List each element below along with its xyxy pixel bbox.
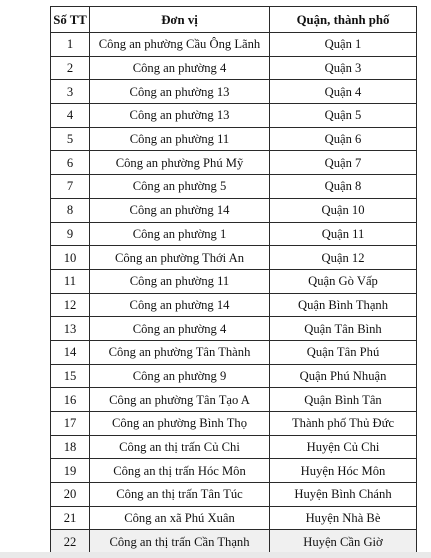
table-row (51, 317, 417, 341)
table-body (51, 33, 417, 554)
cell-district: Quận 4 (270, 80, 417, 104)
cell-index: 3 (51, 80, 90, 104)
cell-index: 14 (51, 340, 90, 364)
header-unit: Đơn vị (90, 7, 270, 33)
cell-district: Huyện Bình Chánh (270, 483, 417, 507)
table-row (51, 530, 417, 554)
table-row (51, 506, 417, 530)
cell-unit: Công an thị trấn Cần Thạnh (90, 530, 270, 554)
cell-index: 18 (51, 435, 90, 459)
table-row (51, 222, 417, 246)
cell-unit: Công an phường 1 (90, 222, 270, 246)
cell-index: 21 (51, 506, 90, 530)
cell-unit: Công an phường 9 (90, 364, 270, 388)
cell-unit: Công an thị trấn Củ Chi (90, 435, 270, 459)
cell-unit: Công an xã Phú Xuân (90, 506, 270, 530)
cell-unit: Công an phường Cầu Ông Lãnh (90, 33, 270, 57)
cell-unit: Công an phường 14 (90, 293, 270, 317)
cell-index: 7 (51, 175, 90, 199)
cell-district: Quận 1 (270, 33, 417, 57)
cell-index: 6 (51, 151, 90, 175)
cell-index: 11 (51, 269, 90, 293)
cell-district: Quận 5 (270, 104, 417, 128)
cell-district: Huyện Nhà Bè (270, 506, 417, 530)
cell-unit: Công an phường Bình Thọ (90, 412, 270, 436)
cell-district: Huyện Củ Chi (270, 435, 417, 459)
table-row (51, 435, 417, 459)
cell-index: 12 (51, 293, 90, 317)
table-row (51, 269, 417, 293)
cell-district: Quận Gò Vấp (270, 269, 417, 293)
cell-unit: Công an thị trấn Tân Túc (90, 483, 270, 507)
cell-index: 9 (51, 222, 90, 246)
cell-district: Quận 11 (270, 222, 417, 246)
cell-index: 20 (51, 483, 90, 507)
cell-unit: Công an phường Phú Mỹ (90, 151, 270, 175)
cell-district: Quận Tân Bình (270, 317, 417, 341)
table-row (51, 412, 417, 436)
cell-index: 15 (51, 364, 90, 388)
table-row (51, 33, 417, 57)
cell-unit: Công an phường 14 (90, 198, 270, 222)
table-row (51, 127, 417, 151)
cell-district: Quận 10 (270, 198, 417, 222)
cell-district: Quận 3 (270, 56, 417, 80)
cell-district: Quận Phú Nhuận (270, 364, 417, 388)
cell-index: 22 (51, 530, 90, 554)
table-row (51, 198, 417, 222)
cell-unit: Công an phường Thới An (90, 246, 270, 270)
table-row (51, 56, 417, 80)
cell-index: 13 (51, 317, 90, 341)
cell-unit: Công an phường Tân Tạo A (90, 388, 270, 412)
table-row (51, 151, 417, 175)
police-units-table (50, 6, 417, 554)
table-row (51, 340, 417, 364)
header-district: Quận, thành phố (270, 7, 417, 33)
cell-unit: Công an phường Tân Thành (90, 340, 270, 364)
cell-district: Quận 12 (270, 246, 417, 270)
cell-index: 19 (51, 459, 90, 483)
cell-district: Quận 7 (270, 151, 417, 175)
cell-district: Quận 8 (270, 175, 417, 199)
cell-district: Thành phố Thủ Đức (270, 412, 417, 436)
cell-unit: Công an phường 11 (90, 127, 270, 151)
cell-unit: Công an phường 4 (90, 56, 270, 80)
cell-index: 5 (51, 127, 90, 151)
cell-index: 1 (51, 33, 90, 57)
cell-unit: Công an thị trấn Hóc Môn (90, 459, 270, 483)
cell-index: 4 (51, 104, 90, 128)
cell-index: 2 (51, 56, 90, 80)
header-index: Số TT (51, 7, 90, 33)
table-row (51, 80, 417, 104)
table-row (51, 483, 417, 507)
table-row (51, 104, 417, 128)
cell-index: 17 (51, 412, 90, 436)
header-row (51, 7, 417, 33)
cell-district: Quận Tân Phú (270, 340, 417, 364)
cell-unit: Công an phường 13 (90, 104, 270, 128)
cell-district: Quận Bình Thạnh (270, 293, 417, 317)
table-header (51, 7, 417, 33)
cell-unit: Công an phường 13 (90, 80, 270, 104)
table-row (51, 364, 417, 388)
cell-index: 10 (51, 246, 90, 270)
cell-district: Quận Bình Tân (270, 388, 417, 412)
table-row (51, 459, 417, 483)
cell-district: Huyện Hóc Môn (270, 459, 417, 483)
table-row (51, 388, 417, 412)
cell-unit: Công an phường 5 (90, 175, 270, 199)
table-row (51, 175, 417, 199)
cell-unit: Công an phường 11 (90, 269, 270, 293)
page-bottom-edge (0, 552, 431, 558)
cell-district: Quận 6 (270, 127, 417, 151)
table-row (51, 246, 417, 270)
cell-index: 8 (51, 198, 90, 222)
cell-index: 16 (51, 388, 90, 412)
cell-district: Huyện Cần Giờ (270, 530, 417, 554)
table-row (51, 293, 417, 317)
cell-unit: Công an phường 4 (90, 317, 270, 341)
